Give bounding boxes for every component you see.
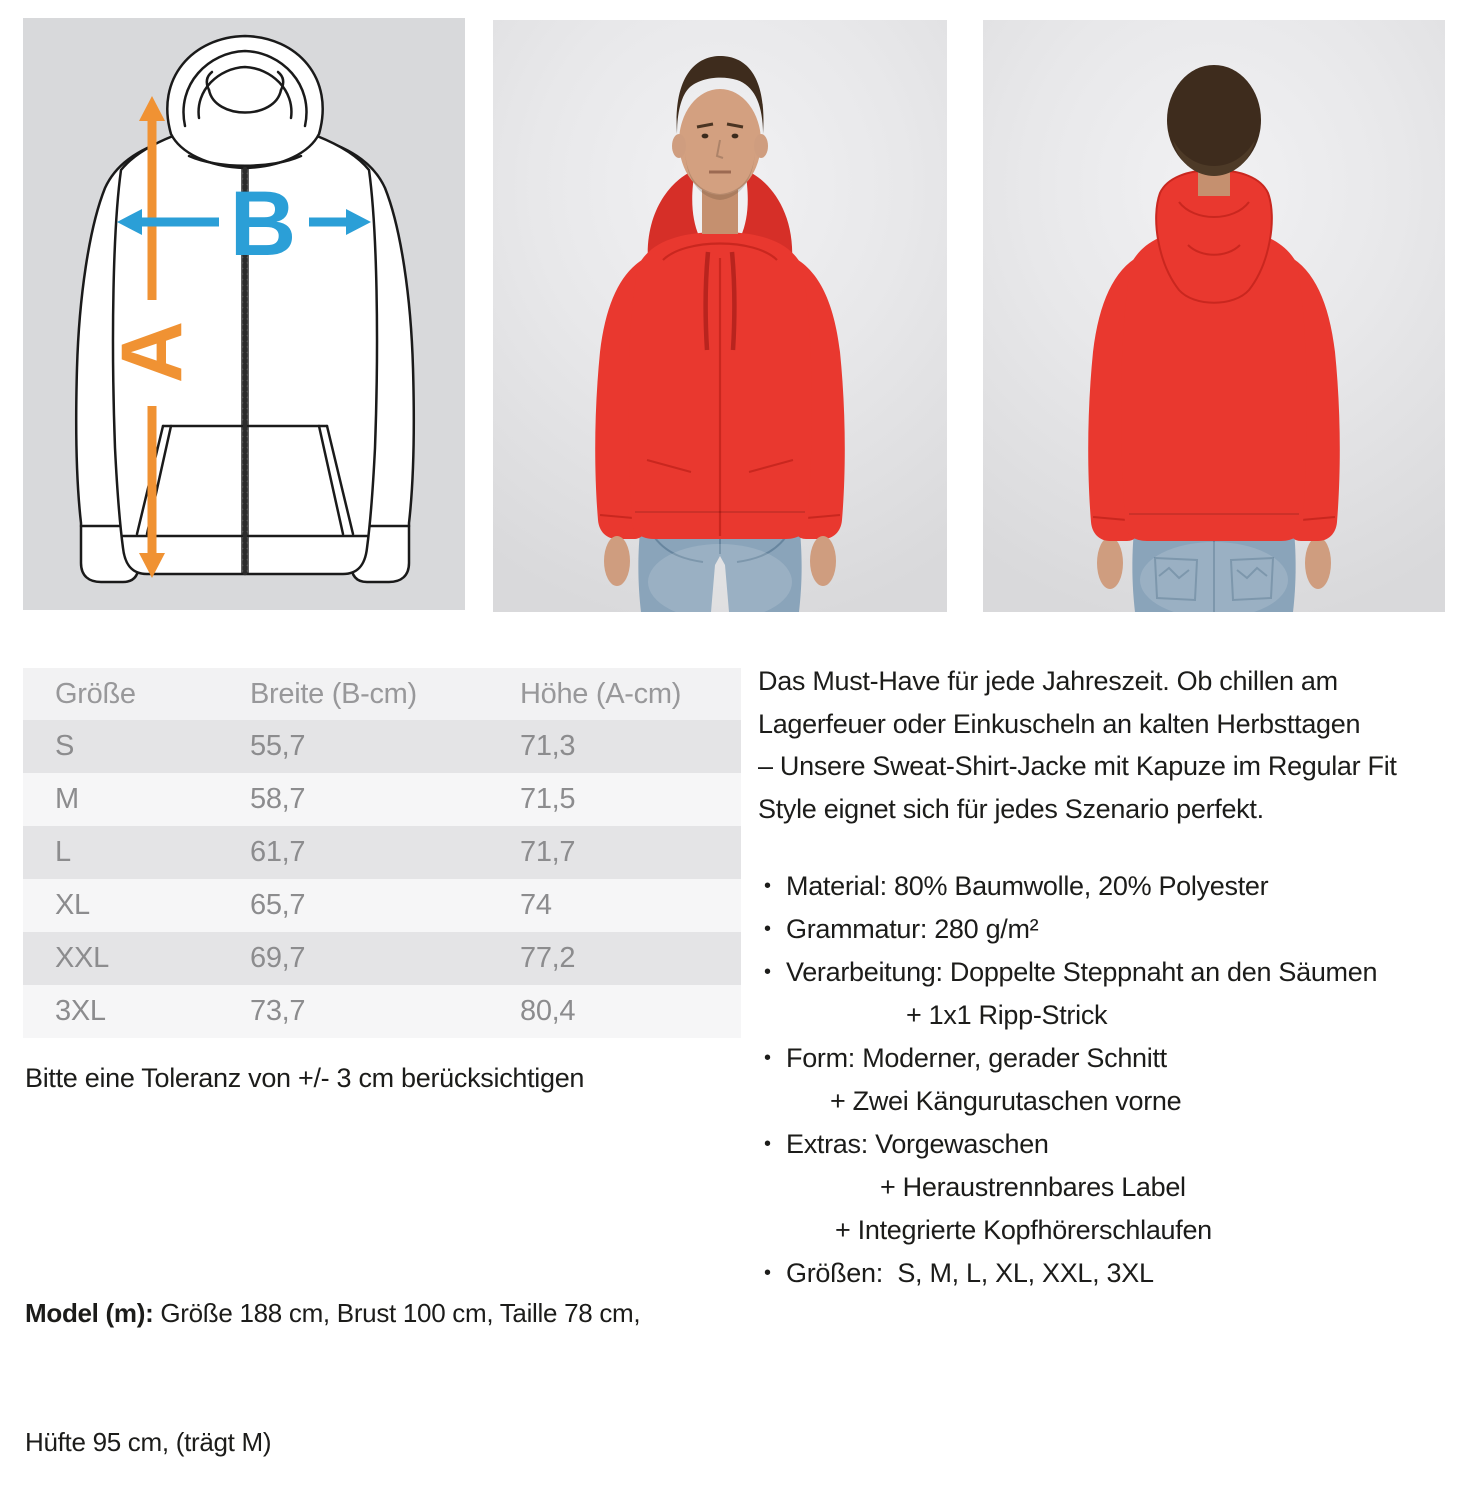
cell-width: 73,7 [250, 995, 306, 1027]
cell-height: 71,7 [520, 836, 576, 868]
feature-list [758, 865, 1458, 1295]
cell-size: M [55, 783, 79, 815]
diagram-hood [167, 36, 322, 168]
cell-size: 3XL [55, 995, 106, 1027]
cell-height: 74 [520, 889, 552, 921]
list-item: • Extras: Vorgewaschen [758, 1123, 1458, 1166]
model-back-photo [983, 20, 1445, 612]
table-row [23, 826, 741, 879]
list-item: • Grammatur: 280 g/m² [758, 908, 1458, 951]
list-item-continuation: + Heraustrennbares Label [880, 1172, 1186, 1202]
bullet-icon: • [764, 961, 771, 983]
model-front-illustration [493, 20, 947, 612]
size-table [23, 668, 741, 1038]
description-line: Das Must-Have für jede Jahreszeit. Ob chillen am [758, 666, 1338, 696]
label-a: A [104, 320, 200, 384]
col-header-width: Breite (B-cm) [250, 677, 417, 710]
cell-size: XXL [55, 942, 109, 974]
model-front-photo [493, 20, 947, 612]
list-item: • Größen: S, M, L, XL, XXL, 3XL [758, 1252, 1458, 1295]
cell-height: 77,2 [520, 942, 576, 974]
model-info-label: Model (m): [25, 1298, 154, 1328]
drawstring-right [732, 252, 734, 350]
hoodie-measurement-diagram-icon [23, 18, 465, 610]
table-row [23, 985, 741, 1038]
bullet-icon: • [764, 1133, 771, 1155]
model-info-line2: Hüfte 95 cm, (trägt M) [25, 1427, 272, 1457]
cell-width: 65,7 [250, 889, 306, 921]
cell-width: 58,7 [250, 783, 306, 815]
cell-size: L [55, 836, 71, 868]
table-row [23, 773, 741, 826]
description-line: Style eignet sich für jedes Szenario perfekt. [758, 793, 1264, 824]
size-table-header [23, 668, 741, 720]
cell-width: 55,7 [250, 730, 306, 762]
list-item: • Material: 80% Baumwolle, 20% Polyester [758, 865, 1458, 908]
cell-width: 61,7 [250, 836, 306, 868]
hand-right [1305, 537, 1331, 589]
hand-left [1097, 537, 1123, 589]
table-row [23, 879, 741, 932]
cell-size: S [55, 730, 75, 762]
table-row [23, 932, 741, 985]
description-line: – Unsere Sweat-Shirt-Jacke mit Kapuze im Regular Fit [758, 751, 1397, 781]
col-header-height: Höhe (A-cm) [520, 677, 682, 710]
cell-height: 71,5 [520, 783, 576, 815]
bullet-icon: • [764, 918, 771, 940]
hand-right [810, 536, 836, 586]
product-description [758, 660, 1458, 1295]
bullet-icon: • [764, 1262, 771, 1284]
col-header-size: Größe [55, 677, 136, 710]
description-line: Lagerfeuer oder Einkuscheln an kalten Herbsttagen [758, 708, 1361, 739]
cell-height: 80,4 [520, 995, 576, 1027]
hoodie-torso-front [628, 232, 812, 539]
model-back-illustration [983, 20, 1445, 612]
list-item: • Verarbeitung: Doppelte Steppnaht an den Säumen [758, 951, 1458, 994]
list-item-continuation: + Integrierte Kopfhörerschlaufen [835, 1215, 1212, 1245]
drawstring-left [706, 252, 708, 350]
bullet-icon: • [764, 1047, 771, 1069]
list-item: • Form: Moderner, gerader Schnitt [758, 1037, 1458, 1080]
cell-height: 71,3 [520, 730, 576, 762]
list-item-continuation: + Zwei Kängurutaschen vorne [830, 1086, 1182, 1116]
cell-width: 69,7 [250, 942, 306, 974]
model-info [25, 1206, 640, 1507]
cell-size: XL [55, 889, 90, 921]
list-item-continuation: + 1x1 Ripp-Strick [906, 1000, 1108, 1030]
tolerance-note: Bitte eine Toleranz von +/- 3 cm berücksichtigen [25, 1063, 585, 1093]
hand-left [604, 536, 630, 586]
table-row [23, 720, 741, 773]
model-info-line1: Model (m): Größe 188 cm, Brust 100 cm, Taille 78 cm, [25, 1298, 641, 1328]
bullet-icon: • [764, 875, 771, 897]
label-b: B [229, 173, 297, 275]
size-diagram-panel [23, 18, 465, 610]
